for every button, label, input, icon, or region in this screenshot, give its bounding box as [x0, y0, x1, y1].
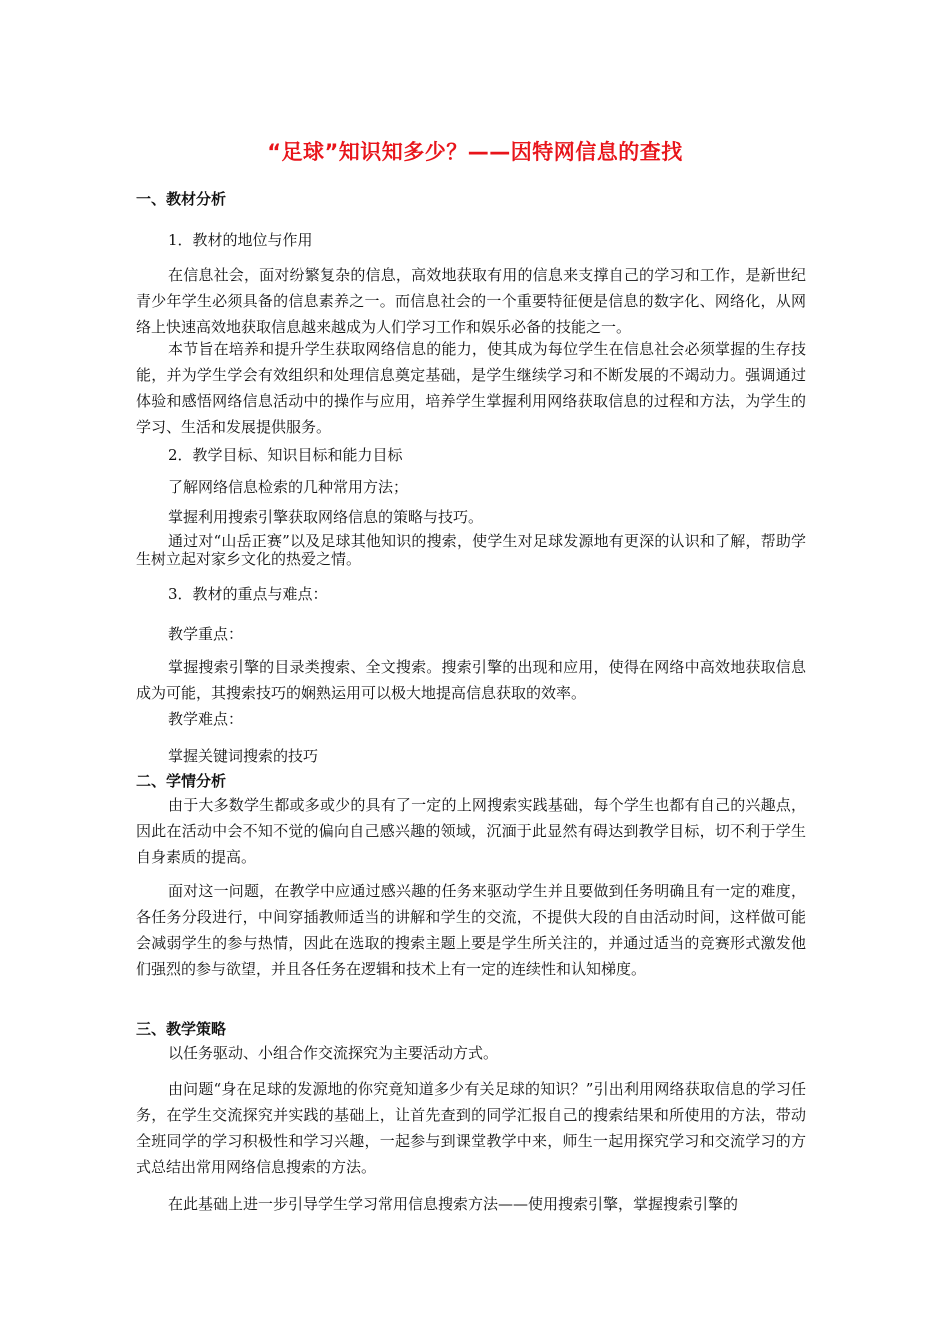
section-heading-students: 二、学情分析 [136, 772, 227, 790]
section-heading-materials: 一、教材分析 [136, 190, 227, 208]
goal-item-2: 掌握利用搜索引擎获取网络信息的策略与技巧。 [168, 508, 484, 526]
paragraph-strategy-3: 在此基础上进一步引导学生学习常用信息搜索方法——使用搜索引擎，掌握搜索引擎的 [168, 1195, 739, 1213]
paragraph-strategy-1: 以任务驱动、小组合作交流探究为主要活动方式。 [168, 1044, 499, 1062]
subheading-goals: 2．教学目标、知识目标和能力目标 [168, 446, 403, 464]
paragraph-role-2: 本节旨在培养和提升学生获取网络信息的能力，使其成为每位学生在信息社会必须掌握的生存技能，并为学生学会有效组织和处理信息奠定基础，是学生继续学习和不断发展的不竭动力。强调通过体验和感悟网络信息活动中的操作与应用，培养学生掌握利用网络获取信息的过程和方法，为学生的学习、生活和发展提供服务。 [136, 340, 806, 436]
label-difficulty: 教学难点： [168, 710, 244, 728]
paragraph-students-2: 面对这一问题，在教学中应通过感兴趣的任务来驱动学生并且要做到任务明确且有一定的难度，各任务分段进行，中间穿插教师适当的讲解和学生的交流，不提供大段的自由活动时间，这样做可能会减弱学生的参与热情，因此在选取的搜索主题上要是学生所关注的，并通过适当的竞赛形式激发他们强烈的参与欲望，并且各任务在逻辑和技术上有一定的连续性和认知梯度。 [136, 882, 806, 978]
difficulty-text: 掌握关键词搜索的技巧 [168, 747, 319, 765]
section-heading-strategy: 三、教学策略 [136, 1020, 227, 1038]
paragraph-key-point: 掌握搜索引擎的目录类搜索、全文搜索。搜索引擎的出现和应用，使得在网络中高效地获取信息成为可能，其搜索技巧的娴熟运用可以极大地提高信息获取的效率。 [136, 658, 806, 702]
goal-item-3: 通过对“山岳正赛”以及足球其他知识的搜索，使学生对足球发源地有更深的认识和了解，帮助学生树立起对家乡文化的热爱之情。 [136, 532, 806, 568]
subheading-key-points: 3．教材的重点与难点： [168, 585, 328, 603]
document-title: “足球”知识知多少？——因特网信息的查找 [267, 140, 683, 164]
label-key-point: 教学重点： [168, 625, 244, 643]
paragraph-students-1: 由于大多数学生都或多或少的具有了一定的上网搜索实践基础，每个学生也都有自己的兴趣点，因此在活动中会不知不觉的偏向自己感兴趣的领域，沉湎于此显然有碍达到教学目标，切不利于学生自身素质的提高。 [136, 796, 806, 866]
goal-item-1: 了解网络信息检索的几种常用方法； [168, 478, 409, 496]
paragraph-role-1: 在信息社会，面对纷繁复杂的信息，高效地获取有用的信息来支撑自己的学习和工作，是新世纪青少年学生必须具备的信息素养之一。而信息社会的一个重要特征便是信息的数字化、网络化，从网络上快速高效地获取信息越来越成为人们学习工作和娱乐必备的技能之一。 [136, 266, 806, 336]
subheading-role: 1．教材的地位与作用 [168, 231, 313, 249]
paragraph-strategy-2: 由问题“身在足球的发源地的你究竟知道多少有关足球的知识？”引出利用网络获取信息的学习任务，在学生交流探究并实践的基础上，让首先查到的同学汇报自己的搜索结果和所使用的方法，带动全班同学的学习积极性和学习兴趣，一起参与到课堂教学中来，师生一起用探究学习和交流学习的方式总结出常用网络信息搜索的方法。 [136, 1080, 806, 1176]
